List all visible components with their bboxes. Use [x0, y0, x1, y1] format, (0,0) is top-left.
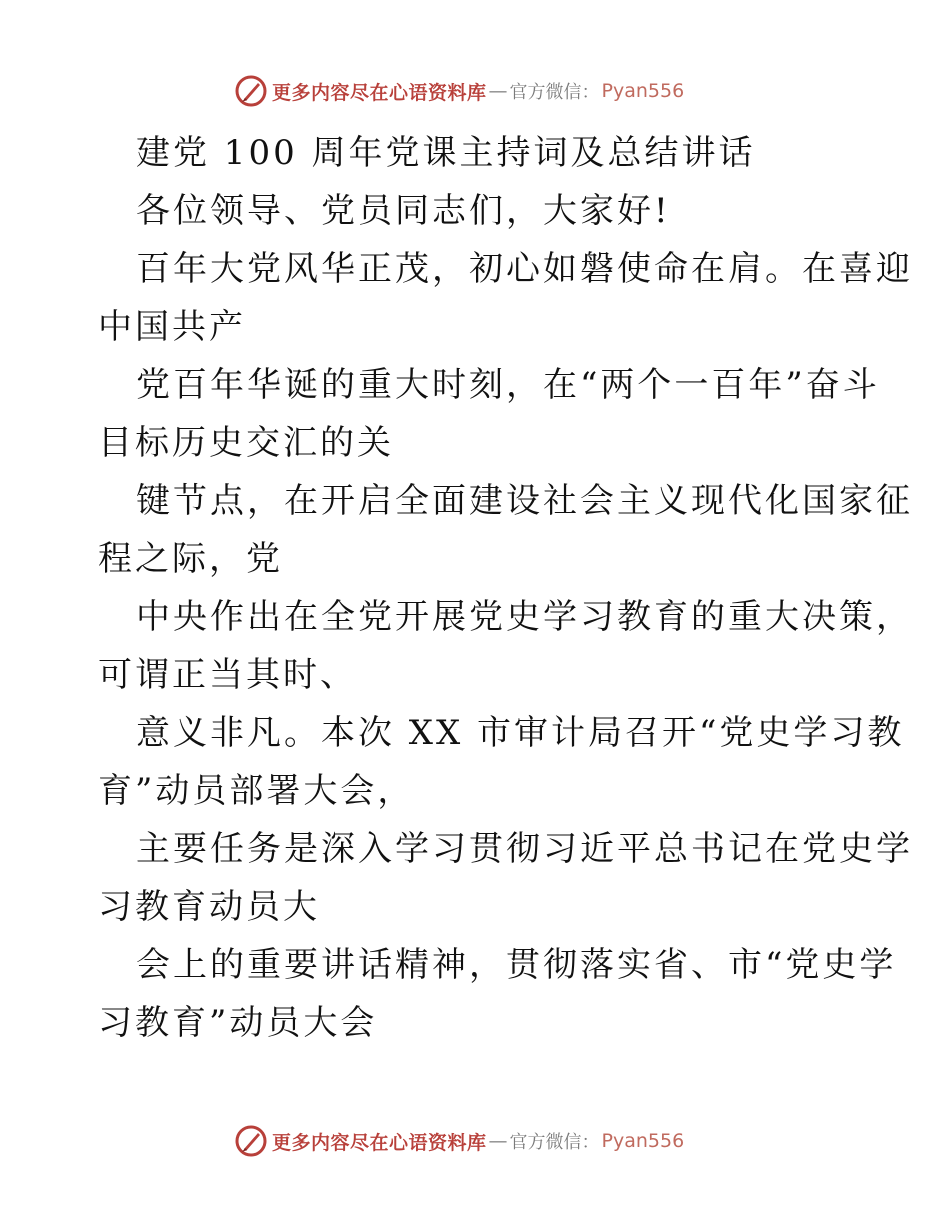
watermark-sub-text: 官方微信：: [509, 82, 600, 103]
footer-watermark: [234, 1124, 684, 1158]
watermark-handle: Pyan556: [601, 80, 685, 102]
paragraph-line: 党百年华诞的重大时刻，在“两个一百年”奋斗: [136, 365, 880, 405]
document-title: 建党 100 周年党课主持词及总结讲话: [136, 133, 756, 173]
paragraph-line: 可谓正当其时、: [98, 655, 357, 695]
watermark-main-text: 更多内容尽在心语资料库: [272, 81, 487, 104]
watermark-separator: —: [488, 1130, 508, 1152]
watermark-main-text: 更多内容尽在心语资料库: [272, 1131, 487, 1154]
paragraph-line: 习教育”动员大会: [98, 1003, 378, 1043]
watermark-sub-text: 官方微信：: [509, 1132, 600, 1153]
watermark-handle: Pyan556: [601, 1130, 685, 1152]
paragraph-line: 主要任务是深入学习贯彻习近平总书记在党史学: [136, 829, 913, 869]
paragraph-line: 目标历史交汇的关: [98, 423, 394, 463]
paragraph-line: 育”动员部署大会，: [98, 771, 415, 811]
header-watermark: [234, 74, 684, 108]
document-body: [98, 124, 913, 1052]
quill-pen-logo-icon: [234, 1124, 268, 1158]
paragraph-line: 键节点，在开启全面建设社会主义现代化国家征: [136, 481, 913, 521]
watermark-separator: —: [488, 80, 508, 102]
paragraph-line: 习教育动员大: [98, 887, 320, 927]
paragraph-line: 程之际，党: [98, 539, 283, 579]
paragraph-line: 中国共产: [98, 307, 246, 347]
paragraph-line: 百年大党风华正茂，初心如磐使命在肩。在喜迎: [136, 249, 913, 289]
quill-pen-logo-icon: [234, 74, 268, 108]
paragraph-line: 会上的重要讲话精神，贯彻落实省、市“党史学: [136, 945, 897, 985]
paragraph-line: 中央作出在全党开展党史学习教育的重大决策，: [136, 597, 913, 637]
paragraph-line: 意义非凡。本次 XX 市审计局召开“党史学习教: [136, 713, 905, 753]
paragraph-line: 各位领导、党员同志们，大家好!: [136, 191, 671, 231]
